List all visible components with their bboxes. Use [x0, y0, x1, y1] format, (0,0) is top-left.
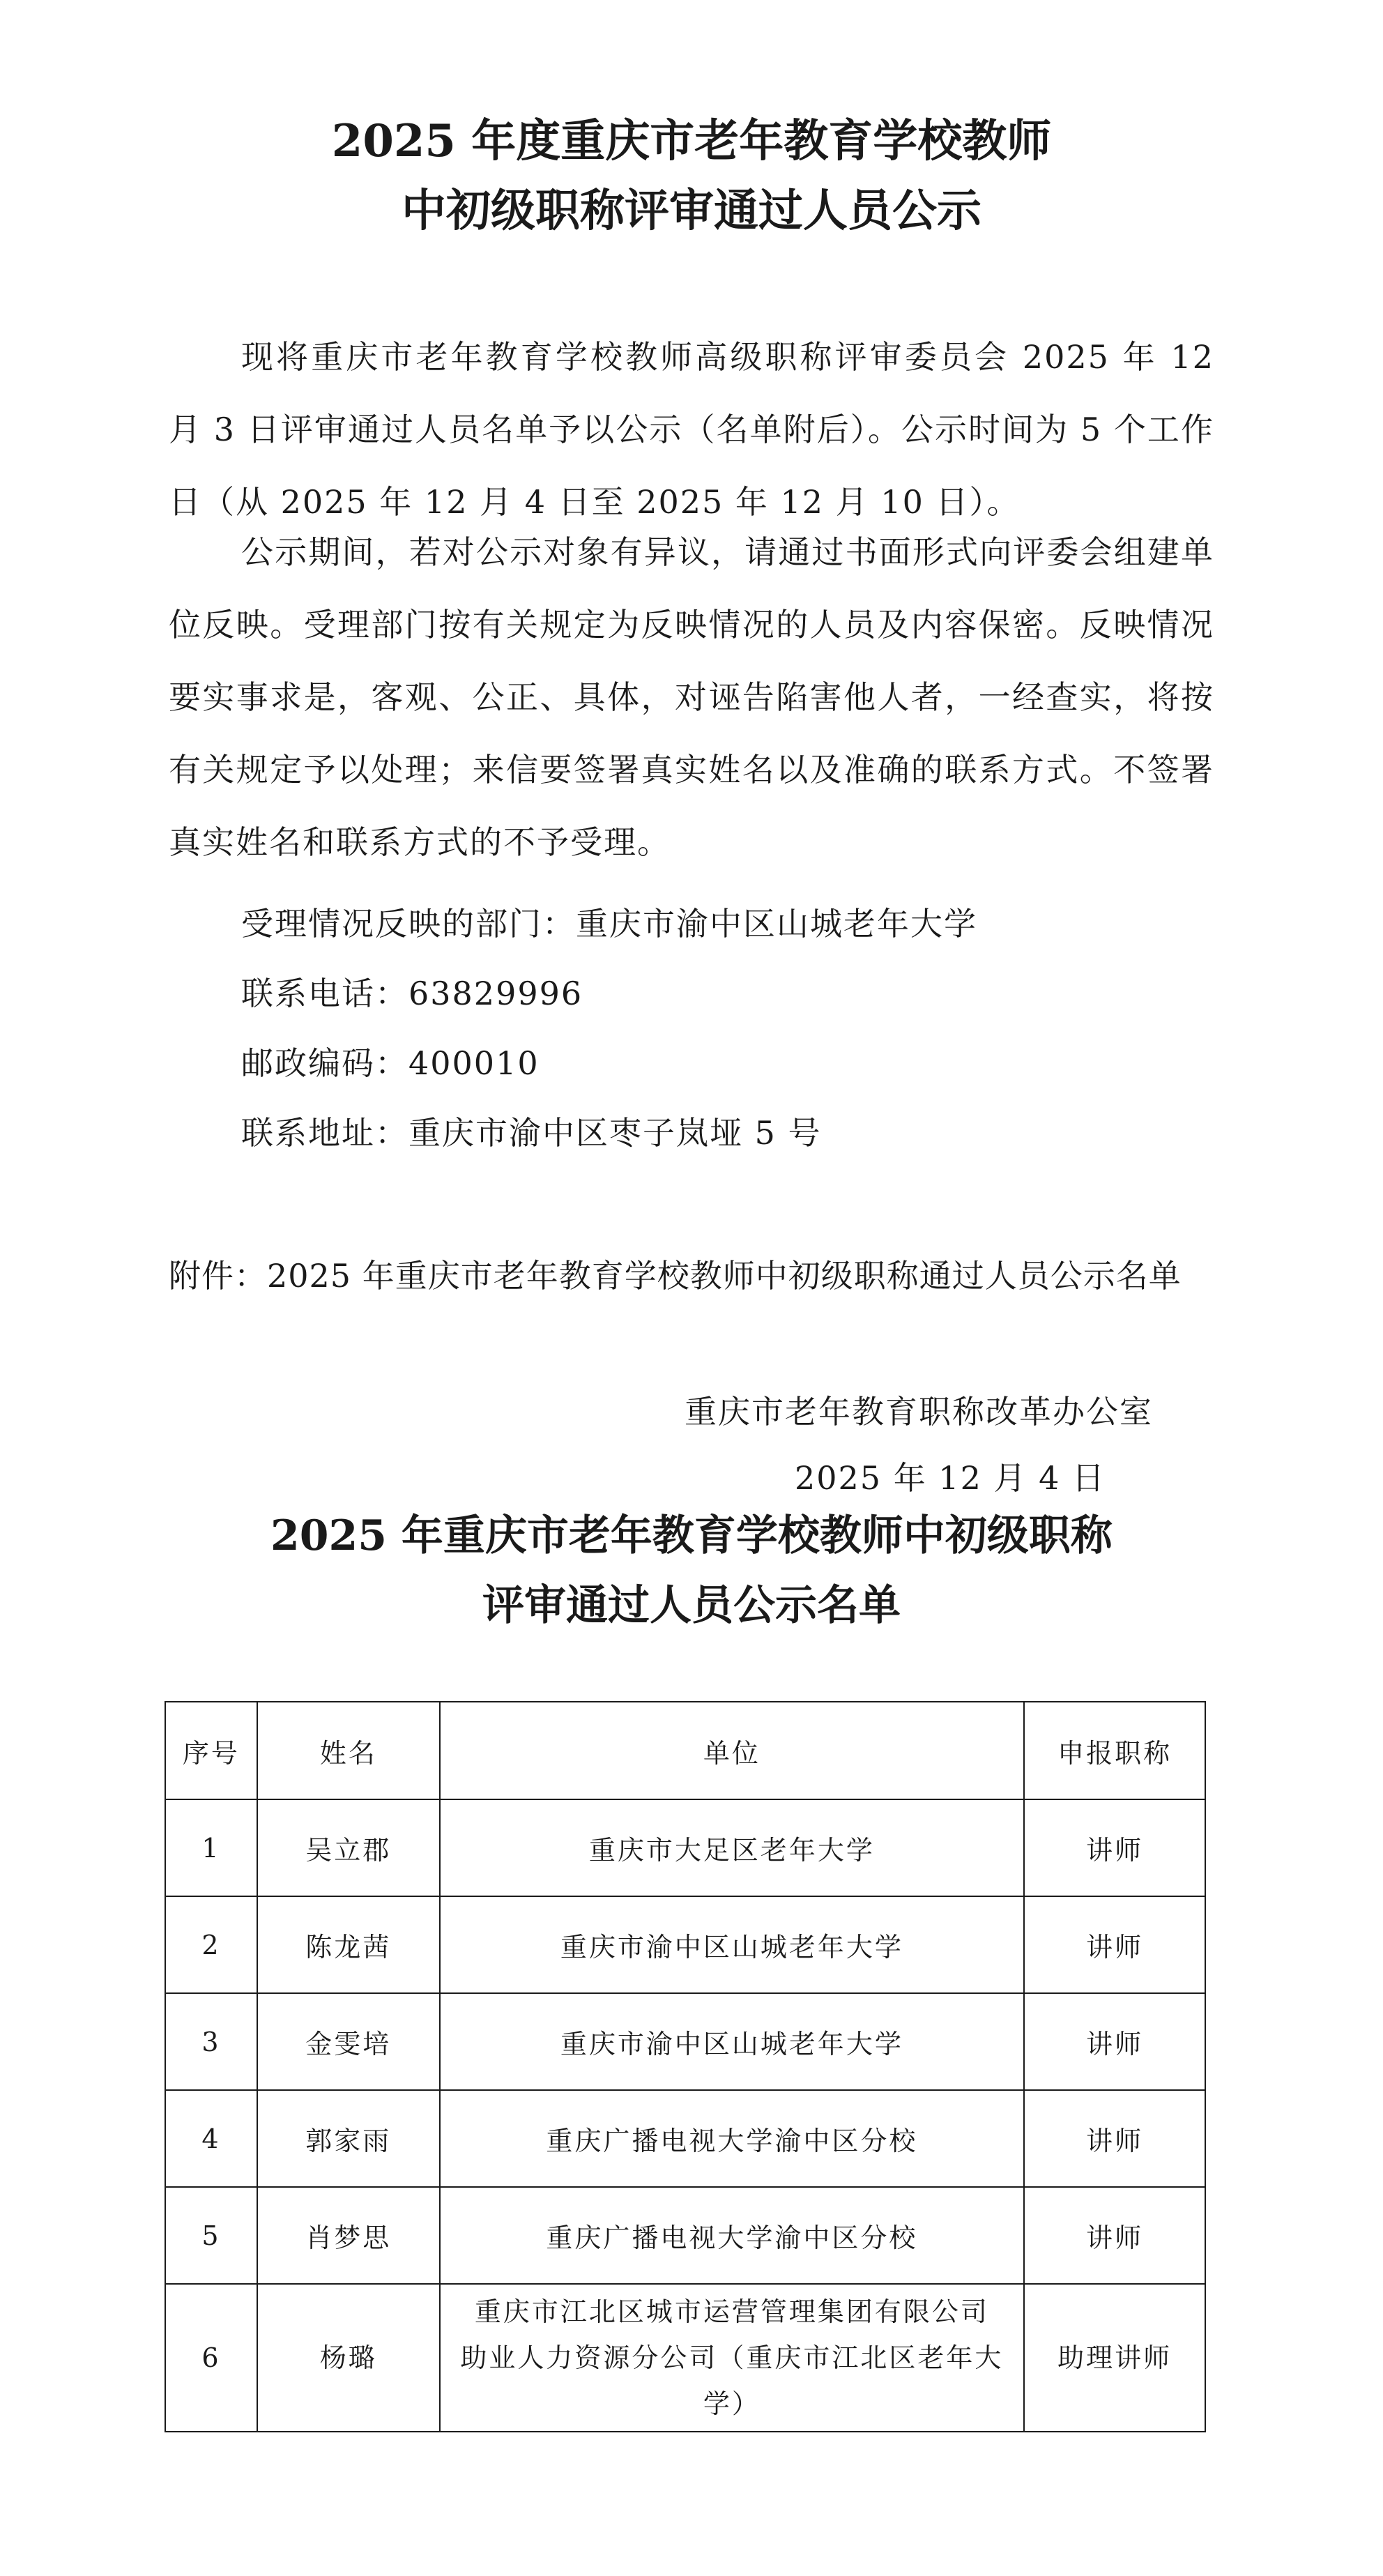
cell-title: 讲师 — [1024, 1799, 1205, 1896]
table-row — [165, 2284, 1205, 2432]
cell-title: 讲师 — [1024, 1896, 1205, 1993]
issue-date: 2025 年 12 月 4 日 — [795, 1459, 1106, 1497]
list-title-line2: 评审通过人员公示名单 — [482, 1581, 901, 1630]
notice-title-line2: 中初级职称评审通过人员公示 — [402, 185, 981, 237]
cell-no: 5 — [165, 2187, 257, 2284]
cell-no: 4 — [165, 2090, 257, 2187]
cell-name: 肖梦思 — [257, 2187, 440, 2284]
cell-unit-line1: 重庆市江北区城市运营管理集团有限公司 — [474, 2296, 989, 2327]
notice-paragraph-2: 公示期间，若对公示对象有异议，请通过书面形式向评委会组建单位反映。受理部门按有关规定为反映情况的人员及内容保密。反映情况要实事求是，客观、公正、具体，对诬告陷害他人者，一经查实，将按有关规定予以处理；来信要签署真实姓名以及准确的联系方式。不签署真实姓名和联系方式的不予受理。 — [169, 533, 1214, 861]
cell-no: 3 — [165, 1993, 257, 2090]
table-header-row — [165, 1702, 1205, 1799]
cell-title: 讲师 — [1024, 2187, 1205, 2284]
cell-unit: 重庆广播电视大学渝中区分校 — [440, 2187, 1025, 2284]
header-no: 序号 — [165, 1702, 257, 1799]
cell-name: 杨璐 — [257, 2284, 440, 2432]
list-title-line1: 2025 年重庆市老年教育学校教师中初级职称 — [270, 1511, 1113, 1560]
cell-unit-line2: 助业人力资源分公司（重庆市江北区老年大学） — [460, 2342, 1004, 2419]
table-row — [165, 1896, 1205, 1993]
contact-address: 联系地址：重庆市渝中区枣子岚垭 5 号 — [241, 1114, 822, 1152]
cell-title: 讲师 — [1024, 1993, 1205, 2090]
table-row — [165, 1799, 1205, 1896]
cell-unit — [440, 2284, 1025, 2432]
issuer: 重庆市老年教育职称改革办公室 — [685, 1393, 1153, 1431]
cell-unit: 重庆市渝中区山城老年大学 — [440, 1993, 1025, 2090]
cell-no: 1 — [165, 1799, 257, 1896]
contact-department: 受理情况反映的部门：重庆市渝中区山城老年大学 — [241, 905, 977, 943]
cell-name: 金雯培 — [257, 1993, 440, 2090]
cell-unit: 重庆市渝中区山城老年大学 — [440, 1896, 1025, 1993]
table-row — [165, 1993, 1205, 2090]
header-unit: 单位 — [440, 1702, 1025, 1799]
cell-name: 郭家雨 — [257, 2090, 440, 2187]
table-row — [165, 2090, 1205, 2187]
attachment-note: 附件：2025 年重庆市老年教育学校教师中初级职称通过人员公示名单 — [169, 1257, 1182, 1295]
cell-name: 陈龙茜 — [257, 1896, 440, 1993]
cell-title: 讲师 — [1024, 2090, 1205, 2187]
contact-phone: 联系电话：63829996 — [241, 975, 583, 1012]
nominee-table — [165, 1701, 1206, 2432]
cell-unit: 重庆市大足区老年大学 — [440, 1799, 1025, 1896]
cell-name: 吴立郡 — [257, 1799, 440, 1896]
cell-title: 助理讲师 — [1024, 2284, 1205, 2432]
notice-title-line1: 2025 年度重庆市老年教育学校教师 — [331, 115, 1052, 167]
cell-no: 2 — [165, 1896, 257, 1993]
cell-no: 6 — [165, 2284, 257, 2432]
header-name: 姓名 — [257, 1702, 440, 1799]
notice-paragraph-1: 现将重庆市老年教育学校教师高级职称评审委员会 2025 年 12 月 3 日评审通过人员名单予以公示（名单附后）。公示时间为 5 个工作日（从 2025 年 12 月 4 日至 2025 年 12 月 10 日）。 — [169, 338, 1214, 521]
header-title: 申报职称 — [1024, 1702, 1205, 1799]
cell-unit: 重庆广播电视大学渝中区分校 — [440, 2090, 1025, 2187]
contact-postcode: 邮政编码：400010 — [241, 1044, 540, 1082]
table-row — [165, 2187, 1205, 2284]
